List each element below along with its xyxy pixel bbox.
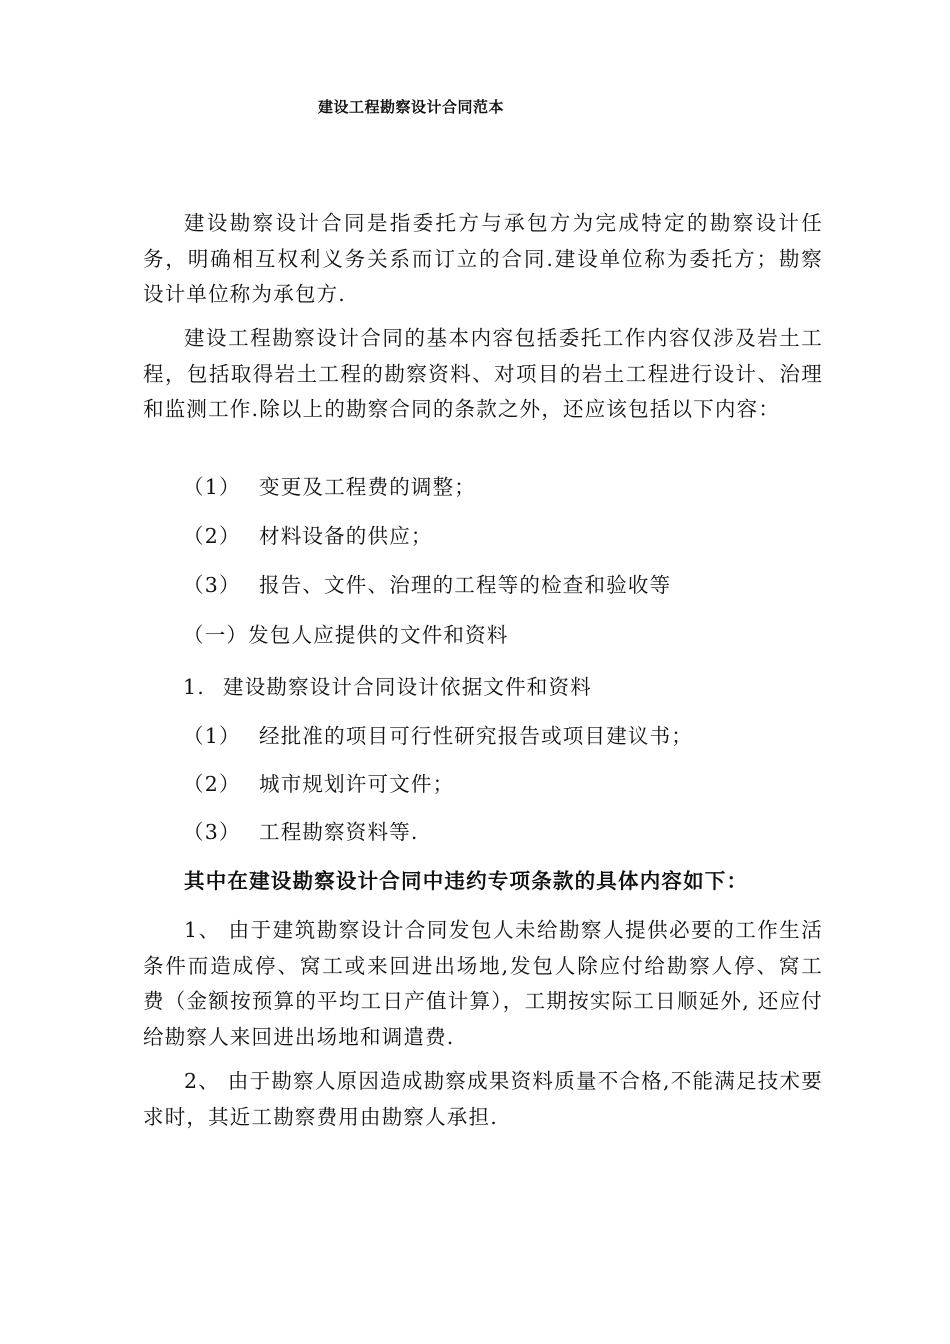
list-item-number: （3）	[183, 820, 241, 844]
list-item-number: （1）	[183, 475, 241, 499]
list-item-text: 报告、文件、治理的工程等的检查和验收等	[259, 573, 672, 597]
list-item-number: （2）	[183, 772, 241, 796]
sub-heading-text: 建设勘察设计合同设计依据文件和资料	[223, 675, 592, 699]
list-item	[183, 721, 823, 751]
sub-heading	[183, 672, 823, 702]
breach-heading: 其中在建设勘察设计合同中违约专项条款的具体内容如下：	[184, 869, 749, 893]
intro-paragraph: 建设勘察设计合同是指委托方与承包方为完成特定的勘察设计任务，明确相互权利义务关系而订立的合同.建设单位称为委托方；勘察设计单位称为承包方.	[143, 211, 823, 306]
list-item-number: （2）	[183, 524, 241, 548]
list-item-text: 城市规划许可文件；	[259, 772, 455, 796]
list-item-number: （3）	[183, 573, 241, 597]
breach-clause-2: 2、 由于勘察人原因造成勘察成果资料质量不合格,不能满足技术要求时，其近工勘察费用由勘察人承担.	[143, 1069, 823, 1129]
document-title: 建设工程勘察设计合同范本	[318, 98, 505, 116]
list-item	[183, 570, 823, 600]
section-heading: （一）发包人应提供的文件和资料	[183, 623, 509, 647]
list-item-text: 变更及工程费的调整；	[259, 475, 476, 499]
list-item	[183, 769, 823, 799]
list-item-text: 经批准的项目可行性研究报告或项目建议书；	[259, 724, 693, 748]
list-item-text: 材料设备的供应；	[259, 524, 433, 548]
content-paragraph: 建设工程勘察设计合同的基本内容包括委托工作内容仅涉及岩土工程，包括取得岩土工程的勘察资料、对项目的岩土工程进行设计、治理和监测工作.除以上的勘察合同的条款之外，还应该包括以下内容：	[143, 326, 823, 421]
breach-clause-1: 1、 由于建筑勘察设计合同发包人未给勘察人提供必要的工作生活条件而造成停、窝工或来回进出场地,发包人除应付给勘察人停、窝工费（金额按预算的平均工日产值计算），工期按实际工日顺延外, 还应付给勘察人来回进出场地和调遣费.	[143, 918, 823, 1049]
list-item	[183, 817, 823, 847]
sub-heading-number: 1.	[183, 675, 205, 699]
list-item	[183, 472, 823, 502]
list-item-text: 工程勘察资料等.	[259, 820, 419, 844]
list-item-number: （1）	[183, 724, 241, 748]
list-item	[183, 521, 823, 551]
